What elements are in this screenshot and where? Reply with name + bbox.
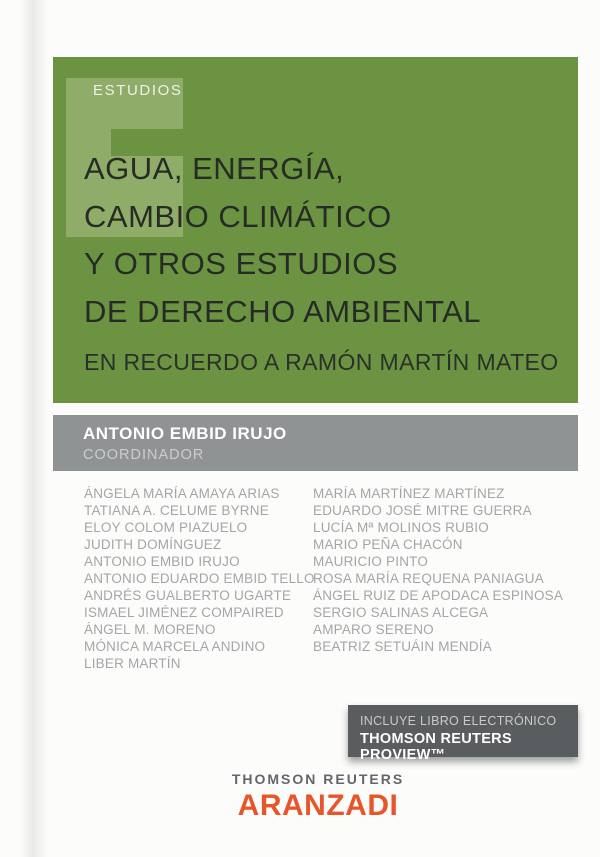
coordinator-role: COORDINADOR [83,446,205,463]
title-line-4: DE DERECHO AMBIENTAL [84,293,482,329]
collection-label: ESTUDIOS [93,82,183,99]
title-line-1: AGUA, ENERGÍA, [84,151,345,186]
author-name: MÓNICA MARCELA ANDINO [84,639,266,654]
author-name: ANTONIO EDUARDO EMBID TELLO [84,571,315,586]
author-name: AMPARO SERENO [313,622,434,637]
author-name: LUCÍA Mª MOLINOS RUBIO [313,520,489,535]
proview-badge [348,705,578,763]
book-title [84,145,564,335]
author-name: MAURICIO PINTO [313,554,429,569]
author-name: ANDRÉS GUALBERTO UGARTE [84,588,292,603]
cover-green-panel [53,57,578,403]
author-name: MARÍA MARTÍNEZ MARTÍNEZ [313,486,505,501]
title-line-3: Y OTROS ESTUDIOS [84,246,399,281]
author-name: ISMAEL JIMÉNEZ COMPAIRED [84,605,284,620]
authors-column-1 [84,485,315,672]
publisher-name: THOMSON REUTERS [231,771,405,787]
coordinator-name: ANTONIO EMBID IRUJO [83,423,287,443]
author-name: LIBER MARTÍN [84,656,181,671]
book-subtitle: EN RECUERDO A RAMÓN MARTÍN MATEO [84,349,559,375]
title-line-2: CAMBIO CLIMÁTICO [84,198,392,234]
proview-badge-line-1: INCLUYE LIBRO ELECTRÓNICO [360,714,557,728]
author-name: ANTONIO EMBID IRUJO [84,554,240,569]
author-name: ÁNGEL RUIZ DE APODACA ESPINOSA [313,588,564,603]
author-name: JUDITH DOMÍNGUEZ [84,537,222,552]
author-name: BEATRIZ SETUÁIN MENDÍA [313,639,492,654]
author-name: ELOY COLOM PIAZUELO [84,520,248,535]
authors-column-2 [313,485,563,655]
author-name: MARIO PEÑA CHACÓN [313,537,463,552]
publisher-logo [36,771,600,823]
page-edge-shadow [20,0,48,857]
author-name: SERGIO SALINAS ALCEGA [313,605,489,620]
author-name: ÁNGELA MARÍA AMAYA ARIAS [84,486,280,501]
coordinator-bar [53,415,578,471]
proview-badge-line-2: THOMSON REUTERS PROVIEW™ [360,731,512,763]
publisher-imprint: ARANZADI [237,789,399,822]
author-name: EDUARDO JOSÉ MITRE GUERRA [313,503,532,518]
author-name: TATIANA A. CELUME BYRNE [84,503,269,518]
author-name: ÁNGEL M. MORENO [84,622,216,637]
author-name: ROSA MARÍA REQUENA PANIAGUA [313,571,544,586]
